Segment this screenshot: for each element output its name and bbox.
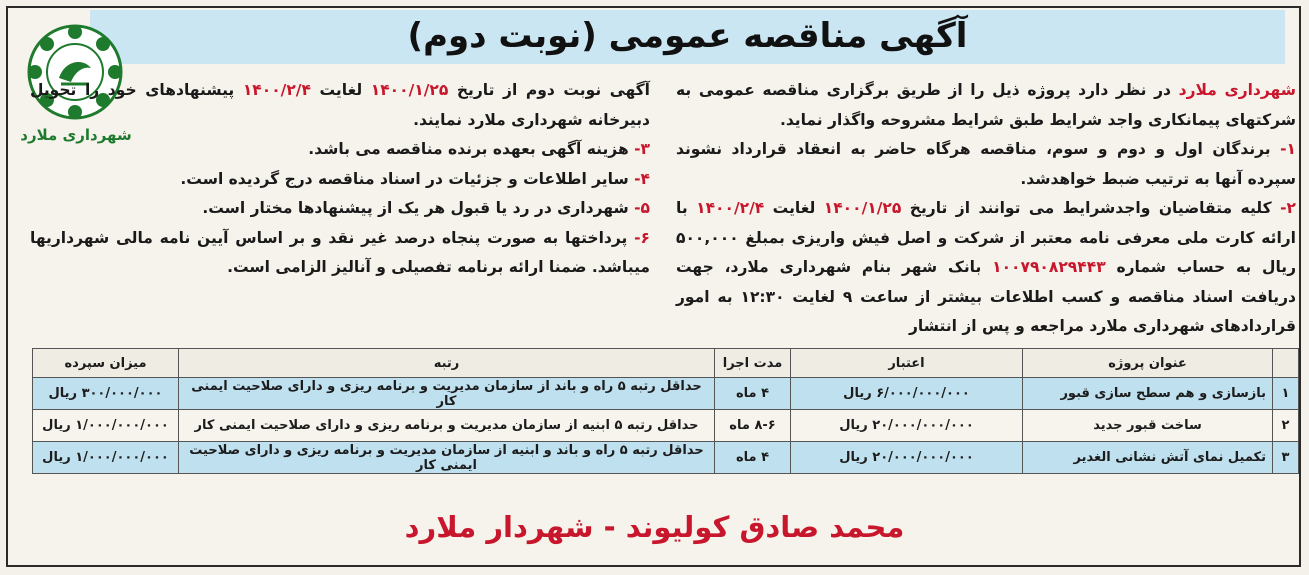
header-deposit: میزان سپرده [33, 349, 179, 378]
table-header-row [33, 349, 1299, 378]
clause-text: سایر اطلاعات و جزئیات در اسناد مناقصه درج گردیده است. [180, 169, 635, 188]
body-left-column [30, 76, 650, 283]
deposit: ۳۰۰/۰۰۰/۰۰۰ ریال [33, 378, 179, 410]
clause-text: لغایت [764, 199, 824, 217]
clause-1 [676, 135, 1296, 194]
row-index: ۳ [1273, 442, 1299, 474]
second-notice-paragraph [30, 76, 650, 135]
clause-4 [30, 165, 650, 195]
clause-text: برندگان اول و دوم و سوم، مناقصه هرگاه حاضر به انعقاد قرارداد نشوند سپرده آنها به ترتیب ضبط خواهدشد. [676, 140, 1296, 188]
signature: محمد صادق کولیوند - شهردار ملارد [404, 510, 905, 544]
clause-number: ۱- [1280, 140, 1296, 158]
start-date: ۱۴۰۰/۱/۲۵ [370, 81, 449, 99]
project-title: ساخت قبور جدید [1023, 410, 1273, 442]
clause-2 [676, 194, 1296, 342]
table-row [33, 410, 1299, 442]
header-duration: مدت اجرا [715, 349, 791, 378]
intro-paragraph [676, 76, 1296, 135]
deposit: ۱/۰۰۰/۰۰۰/۰۰۰ ریال [33, 410, 179, 442]
end-date: ۱۴۰۰/۲/۴ [696, 199, 765, 217]
projects-table [32, 348, 1299, 474]
header-index [1273, 349, 1299, 378]
page-title: آگهی مناقصه عمومی (نوبت دوم) [407, 16, 968, 56]
table-row [33, 378, 1299, 410]
grade: حداقل رتبه ۵ راه و باند از سازمان مدیریت و برنامه ریزی و دارای صلاحیت ایمنی کار [179, 378, 715, 410]
budget: ۲۰/۰۰۰/۰۰۰/۰۰۰ ریال [791, 442, 1023, 474]
duration: ۴ ماه [715, 442, 791, 474]
clause-6 [30, 224, 650, 283]
duration: ۴ ماه [715, 378, 791, 410]
grade: حداقل رتبه ۵ راه و باند و ابنیه از سازمان مدیریت و برنامه ریزی و دارای صلاحیت ایمنی کار [179, 442, 715, 474]
notice-text: پیشنهادهای خود را تحویل دبیرخانه شهرداری ملارد نمایند. [30, 81, 650, 129]
table-row [33, 442, 1299, 474]
organization-name: شهرداری ملارد [1178, 81, 1296, 99]
clause-5 [30, 194, 650, 224]
clause-number: ۴- [634, 169, 650, 188]
account-number: ۱۰۰۷۹۰۸۲۹۴۴۳ [992, 258, 1106, 276]
budget: ۶/۰۰۰/۰۰۰/۰۰۰ ریال [791, 378, 1023, 410]
row-index: ۲ [1273, 410, 1299, 442]
header-budget: اعتبار [791, 349, 1023, 378]
body-right-column [676, 76, 1296, 342]
duration: ۸-۶ ماه [715, 410, 791, 442]
clause-3 [30, 135, 650, 165]
budget: ۲۰/۰۰۰/۰۰۰/۰۰۰ ریال [791, 410, 1023, 442]
clause-text: پرداختها به صورت پنجاه درصد غیر نقد و بر اساس آیین نامه مالی شهرداریها میباشد. ضمنا ارائه برنامه تفصیلی و آنالیز الزامی است. [30, 228, 650, 276]
notice-text: آگهی نوبت دوم از تاریخ [448, 81, 650, 99]
notice-text: لغایت [310, 81, 371, 99]
clause-number: ۶- [634, 228, 650, 247]
clause-text: بانک شهر بنام شهرداری ملارد، جهت دریافت اسناد مناقصه و کسب اطلاعات بیشتر از ساعت ۹ لغایت ۱۲:۳۰ به امور قراردادهای شهرداری ملارد مراجعه و پس از انتشار [676, 258, 1296, 335]
project-title: تکمیل نمای آتش نشانی الغدیر [1023, 442, 1273, 474]
row-index: ۱ [1273, 378, 1299, 410]
clause-text: هزینه آگهی بعهده برنده مناقصه می باشد. [308, 140, 635, 158]
header-grade: رتبه [179, 349, 715, 378]
deposit: ۱/۰۰۰/۰۰۰/۰۰۰ ریال [33, 442, 179, 474]
clause-text: شهرداری در رد یا قبول هر یک از پیشنهادها مختار است. [202, 199, 635, 217]
clause-number: ۵- [634, 199, 650, 217]
grade: حداقل رتبه ۵ ابنیه از سازمان مدیریت و برنامه ریزی و دارای صلاحیت ایمنی کار [179, 410, 715, 442]
clause-text: با ارائه کارت ملی معرفی نامه معتبر از شرکت و اصل فیش واریزی بمبلغ ۵۰۰,۰۰۰ ریال به حساب شماره [676, 199, 1297, 276]
logo-caption: شهرداری ملارد [20, 126, 132, 144]
start-date: ۱۴۰۰/۱/۲۵ [823, 199, 902, 217]
clause-number: ۲- [1280, 199, 1296, 217]
header-project-title: عنوان پروژه [1023, 349, 1273, 378]
clause-number: ۳- [634, 140, 650, 158]
intro-text: در نظر دارد پروژه ذیل را از طریق برگزاری مناقصه عمومی به شرکتهای پیمانکاری واجد شرایط طبق شرایط مشروحه واگذار نماید. [676, 81, 1296, 129]
project-title: بازسازی و هم سطح سازی قبور [1023, 378, 1273, 410]
end-date: ۱۴۰۰/۲/۴ [242, 81, 311, 99]
clause-text: کلیه متقاضیان واجدشرایط می توانند از تاریخ [901, 199, 1281, 217]
